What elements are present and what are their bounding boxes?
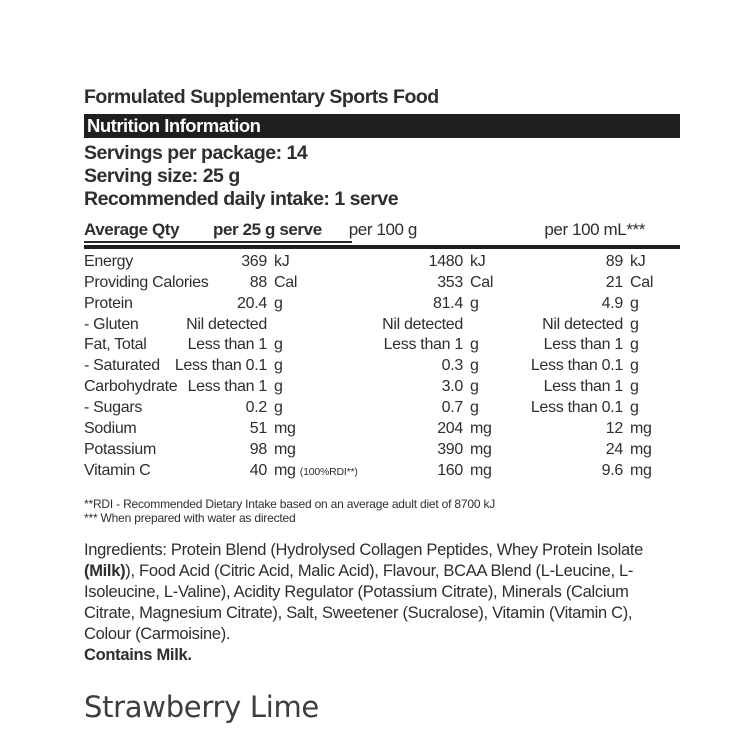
footnote-water: *** When prepared with water as directed: [84, 510, 296, 525]
value-per-serve: 98: [249, 441, 267, 458]
serving-size: Serving size: 25 g: [84, 165, 240, 187]
value-per-100ml: Less than 0.1: [530, 399, 623, 416]
unit-per-serve-text: mg: [274, 462, 296, 479]
unit-per-serve: [267, 356, 364, 377]
footnotes-block: [84, 498, 680, 525]
unit-per-100ml: g: [630, 399, 639, 416]
unit-per-serve: [267, 335, 364, 356]
unit-per-serve: [267, 419, 364, 440]
unit-per-100g: g: [470, 399, 479, 416]
unit-per-serve-text: g: [274, 295, 283, 312]
nutrition-information-bar: [84, 114, 680, 138]
table-row: [84, 419, 680, 440]
table-row: [84, 398, 680, 419]
rdi-note: (100%RDI**): [299, 466, 358, 478]
column-header-spacer: [645, 220, 680, 240]
value-per-100ml: 9.6: [601, 462, 623, 479]
product-type-heading: Formulated Supplementary Sports Food: [84, 86, 439, 108]
value-per-serve: Nil detected: [186, 316, 267, 333]
ingredients-text-end: ), Food Acid (Citric Acid, Malic Acid), Flavour, BCAA Blend (L-Leucine, L-Isoleucine, L-Valine), Acidity Regulator (Potassium Citrate), Minerals (Calcium Citrate, Magnesium Citrate), Salt, Sweetener (Sucralose), Vitamin (Vitamin C), Colour (Carmoisine).: [84, 562, 634, 643]
unit-per-100g: g: [470, 357, 479, 374]
value-per-serve: 369: [241, 253, 267, 270]
value-per-100ml: Nil detected: [542, 316, 623, 333]
unit-per-serve-text: g: [274, 378, 283, 395]
table-row: [84, 273, 680, 294]
table-row: [84, 461, 680, 482]
footnote-rdi: **RDI - Recommended Dietary Intake based on an average adult diet of 8700 kJ: [84, 497, 496, 511]
value-per-100g: Nil detected: [382, 316, 463, 333]
nutrient-name: Energy: [84, 253, 133, 270]
unit-per-serve-text: Cal: [274, 274, 298, 291]
servings-per-package: Servings per package: 14: [84, 142, 308, 164]
unit-per-serve: [267, 315, 364, 335]
unit-per-serve: [267, 377, 364, 398]
unit-per-100ml: Cal: [630, 274, 654, 291]
table-row: [84, 252, 680, 273]
table-row: [84, 356, 680, 377]
nutrient-name: - Sugars: [84, 399, 143, 416]
unit-per-serve: [267, 273, 364, 294]
nutrient-name: Sodium: [84, 420, 137, 437]
unit-per-100ml: g: [630, 357, 639, 374]
nutrition-table-body: [84, 252, 680, 482]
column-header-per-serve: per 25 g serve: [213, 220, 322, 239]
nutrient-name: Protein: [84, 295, 133, 312]
value-per-100g: 3.0: [441, 378, 463, 395]
value-per-100ml: 4.9: [601, 295, 623, 312]
contains-statement: Contains Milk.: [84, 646, 192, 664]
ingredients-paragraph: [84, 540, 680, 645]
value-per-100g: 390: [437, 441, 463, 458]
unit-per-100ml: g: [630, 336, 639, 353]
unit-per-100ml: kJ: [630, 253, 646, 270]
flavour-name: Strawberry Lime: [84, 690, 319, 724]
nutrient-name: Providing Calories: [84, 274, 209, 291]
nutrient-name: Fat, Total: [84, 336, 147, 353]
value-per-100g: 160: [437, 462, 463, 479]
value-per-100ml: Less than 0.1: [530, 357, 623, 374]
value-per-100ml: 89: [605, 253, 623, 270]
recommended-daily-intake: Recommended daily intake: 1 serve: [84, 188, 399, 210]
value-per-serve: 51: [249, 420, 267, 437]
table-header-row: [84, 220, 680, 240]
value-per-100g: 204: [437, 420, 463, 437]
unit-per-100g: g: [470, 336, 479, 353]
value-per-100ml: 24: [605, 441, 623, 458]
header-divider-rule: [84, 245, 680, 249]
unit-per-100ml: g: [630, 316, 639, 333]
unit-per-serve: [267, 440, 364, 461]
label-content: [84, 86, 680, 724]
value-per-100g: Less than 1: [383, 336, 463, 353]
value-per-serve: 88: [249, 274, 267, 291]
table-row: [84, 440, 680, 461]
value-per-100ml: Less than 1: [543, 378, 623, 395]
header-underline: [84, 241, 352, 243]
nutrient-name: Carbohydrate: [84, 378, 178, 395]
nutrient-name: Potassium: [84, 441, 156, 458]
unit-per-serve-text: kJ: [274, 253, 290, 270]
nutrient-name: - Gluten: [84, 316, 139, 333]
unit-per-100g: Cal: [470, 274, 494, 291]
unit-per-100ml: g: [630, 378, 639, 395]
value-per-100g: 81.4: [433, 295, 463, 312]
ingredients-milk-allergen: (Milk): [84, 562, 126, 580]
value-per-100g: 0.7: [441, 399, 463, 416]
unit-per-100g: g: [470, 295, 479, 312]
value-per-serve: 20.4: [237, 295, 267, 312]
table-row: [84, 335, 680, 356]
nutrient-name: - Saturated: [84, 357, 160, 374]
ingredients-text-start: Ingredients: Protein Blend (Hydrolysed Collagen Peptides, Whey Protein Isolate: [84, 541, 643, 559]
value-per-serve: Less than 1: [187, 336, 267, 353]
unit-per-100g: [463, 315, 504, 335]
unit-per-100ml: mg: [630, 441, 652, 458]
column-header-per-100ml: per 100 mL***: [544, 220, 645, 239]
value-per-serve: Less than 1: [187, 378, 267, 395]
unit-per-serve-text: g: [274, 357, 283, 374]
unit-per-100g: mg: [470, 441, 492, 458]
unit-per-100ml: mg: [630, 420, 652, 437]
unit-per-100g: mg: [470, 462, 492, 479]
value-per-100ml: 12: [605, 420, 623, 437]
panel-title: Nutrition Information: [87, 115, 261, 136]
unit-per-100ml: g: [630, 295, 639, 312]
unit-per-100g: kJ: [470, 253, 486, 270]
nutrient-name: Vitamin C: [84, 462, 151, 479]
column-header-per-100g: per 100 g: [348, 220, 417, 239]
value-per-100g: 353: [437, 274, 463, 291]
table-row: [84, 315, 680, 335]
column-header-average-qty: Average Qty: [84, 220, 180, 239]
unit-per-serve-text: g: [274, 399, 283, 416]
unit-per-serve: [267, 252, 364, 273]
unit-per-100g: mg: [470, 420, 492, 437]
value-per-serve: 0.2: [245, 399, 267, 416]
value-per-serve: 40: [249, 462, 267, 479]
table-row: [84, 294, 680, 315]
unit-per-serve: [267, 461, 364, 482]
value-per-serve: Less than 0.1: [174, 357, 267, 374]
unit-per-serve: [267, 294, 364, 315]
unit-per-100ml: mg: [630, 462, 652, 479]
unit-per-serve: [267, 398, 364, 419]
table-row: [84, 377, 680, 398]
unit-per-serve-text: g: [274, 336, 283, 353]
serving-meta-block: [84, 142, 680, 211]
value-per-100ml: Less than 1: [543, 336, 623, 353]
unit-per-100g: g: [470, 378, 479, 395]
value-per-100g: 0.3: [441, 357, 463, 374]
value-per-100g: 1480: [428, 253, 463, 270]
unit-per-serve-text: mg: [274, 441, 296, 458]
value-per-100ml: 21: [605, 274, 623, 291]
unit-per-serve-text: mg: [274, 420, 296, 437]
